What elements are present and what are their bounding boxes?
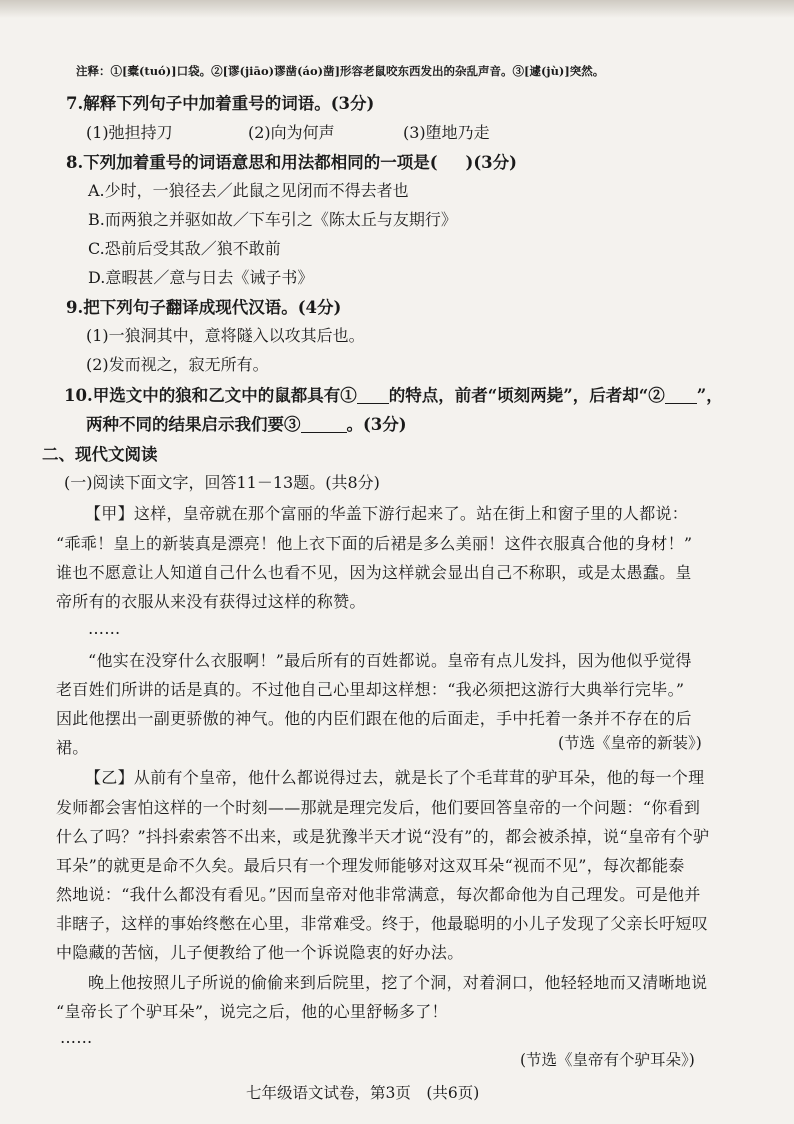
q10-l1b: 的特点，前者“顷刻两毙”，后者却“② [388,386,665,405]
scan-edge [0,0,794,18]
passage-jia-source: (节选《皇帝的新装》) [558,734,702,752]
q10-blank-3[interactable] [301,416,347,434]
question-10-line-2 [86,411,407,435]
passage-yi-line: 中隐藏的苦恼，儿子便教给了他一个诉说隐衷的好办法。 [56,943,464,962]
question-10-line-1 [64,382,723,406]
q8-option-d: D.意暇甚／意与日去《诫子书》 [88,268,314,287]
q9-sentence-1: (1)一狼洞其中，意将隧入以攻其后也。 [86,326,365,345]
q10-blank-1[interactable] [357,387,389,405]
passage-yi-line: 什么了吗？”抖抖索索答不出来，或是犹豫半天才说“没有”的，都会被杀掉，说“皇帝有个驴 [56,827,710,846]
q10-l2b: 。(3分) [346,415,407,434]
q8-option-a: A.少时，一狼径去／此鼠之见闭而不得去者也 [88,181,409,200]
q10-l1c: ”， [696,386,723,405]
passage-yi-line: 晚上他按照儿子所说的偷偷来到后院里，挖了个洞，对着洞口，他轻轻地而又清晰地说 [88,973,708,992]
passage-yi-line: 非瞎子，这样的事始终憋在心里，非常难受。终于，他最聪明的小儿子发现了父亲长吁短叹 [56,914,709,933]
q7-option-3: (3)堕地乃走 [403,123,490,142]
passage-yi-line: 然地说：“我什么都没有看见。”因而皇帝对他非常满意，每次都命他为自己理发。可是他并 [56,885,701,904]
q10-l2a: 两种不同的结果启示我们要③ [86,415,301,434]
passage-jia-line: “他实在没穿什么衣服啊！”最后所有的百姓都说。皇帝有点儿发抖，因为他似乎觉得 [88,651,692,670]
q10-l1a: 10.甲选文中的狼和乙文中的鼠都具有① [64,386,357,405]
q8-stem-b: )(3分) [465,153,517,172]
q9-sentence-2: (2)发而视之，寂无所有。 [86,355,269,374]
q8-option-b: B.而两狼之并驱如故／下车引之《陈太丘与友期行》 [88,210,457,229]
question-7-stem: 7.解释下列句子中加着重号的词语。(3分) [66,94,375,113]
q10-blank-2[interactable] [665,387,697,405]
q7-option-1: (1)弛担持刀 [86,123,173,142]
passage-jia-line: 帝所有的衣服从来没有获得过这样的称赞。 [56,592,366,611]
passage-yi-line: 发师都会害怕这样的一个时刻——那就是理完发后，他们要回答皇帝的一个问题：“你看到 [56,798,701,817]
page-footer: 七年级语文试卷，第3页 (共6页) [246,1084,480,1102]
passage-jia-line: 谁也不愿意让人知道自己什么也看不见，因为这样就会显出自己不称职，或是太愚蠢。皇 [56,563,692,582]
passage-jia-line: 因此他摆出一副更骄傲的神气。他的内臣们跟在他的后面走，手中托着一条并不存在的后 [56,709,692,728]
question-8-stem [66,149,517,173]
q8-option-c: C.恐前后受其敌／狼不敢前 [88,239,281,258]
passage-jia-line: “乖乖！皇上的新装真是漂亮！他上衣下面的后裙是多么美丽！这件衣服真合他的身材！” [56,534,693,553]
passage-yi-line: 耳朵”的就更是命不久矣。最后只有一个理发师能够对这双耳朵“视而不见”，每次都能泰 [56,856,685,875]
q7-option-2: (2)向为何声 [248,123,335,142]
passage-jia-line: 老百姓们所讲的话是真的。不过他自己心里却这样想：“我必须把这游行大典举行完毕。” [56,680,685,699]
q8-stem-a: 8.下列加着重号的词语意思和用法都相同的一项是( [66,153,438,172]
passage-jia-line: 【甲】这样，皇帝就在那个富丽的华盖下游行起来了。站在街上和窗子里的人都说： [85,504,689,523]
passage-jia-ellipsis: …… [88,619,121,638]
passage-yi-ellipsis: …… [60,1028,93,1047]
question-9-stem: 9.把下列句子翻译成现代汉语。(4分) [66,298,342,317]
passage-yi-line: “皇帝长了个驴耳朵”，说完之后，他的心里舒畅多了！ [56,1002,448,1021]
section-heading: 二、现代文阅读 [42,445,158,464]
passage-yi-source: (节选《皇帝有个驴耳朵》) [520,1051,695,1069]
subsection-heading: (一)阅读下面文字，回答11－13题。(共8分) [64,473,380,492]
passage-yi-line: 【乙】从前有个皇帝，他什么都说得过去，就是长了个毛茸茸的驴耳朵，他的每一个理 [85,768,705,787]
footnote: 注释：①[橐(tuó)]口袋。②[谬(jiāo)谬凿(áo)凿]形容老鼠咬东西发出的杂乱声音。③[遽(jù)]突然。 [76,64,605,78]
passage-jia-line: 裙。 [56,738,89,757]
